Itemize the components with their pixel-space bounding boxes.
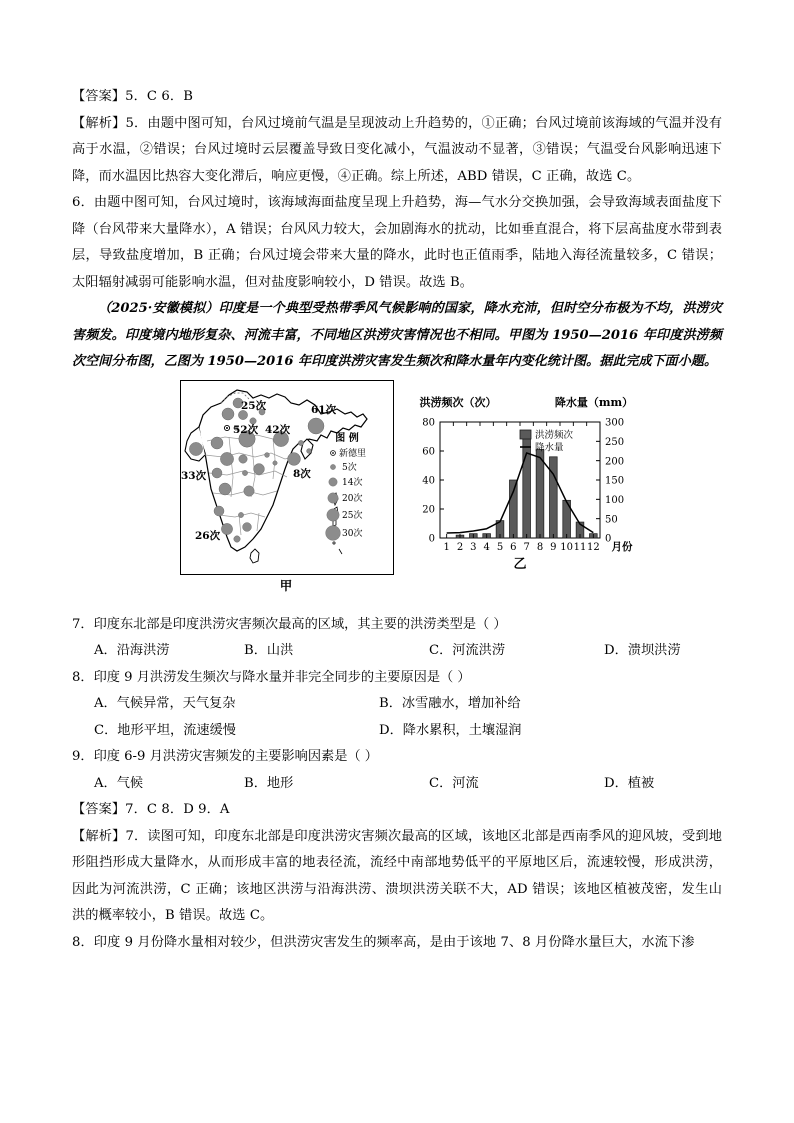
chart-legend-line-label: 降水量: [535, 442, 564, 454]
q8-option-b[interactable]: B．冰雪融水，增加补给: [379, 696, 521, 712]
legend-label-1: 14次: [342, 477, 363, 488]
ytick-label-left: 80: [422, 417, 435, 429]
chart-legend-bar-swatch: [520, 430, 531, 439]
chart-caption: 乙: [513, 556, 527, 572]
q7-option-d[interactable]: D．溃坝洪涝: [604, 643, 681, 659]
xtick-label: 3: [470, 541, 477, 553]
chart-bar: [549, 457, 557, 538]
question-8-options-row1: [72, 691, 722, 718]
legend-label-3: 25次: [342, 510, 363, 521]
analysis-block-q8: [72, 930, 722, 957]
ytick-label-left: 40: [422, 475, 435, 487]
chart-ylabel-right: 降水量（mm）: [554, 395, 634, 409]
answer-tag-top: 【答案】: [72, 89, 126, 104]
ytick-label-left: 20: [422, 504, 435, 516]
new-delhi-symbol: [224, 425, 229, 430]
ytick-label-right: 50: [605, 514, 618, 526]
chart-bar: [509, 480, 517, 538]
analysis-text-q8: 8．印度 9 月份降水量相对较少，但洪涝灾害发生的频率高，是由于该地 7、8 月份降水量巨大，水流下渗: [72, 934, 695, 950]
question-9-stem: 9．印度 6-9 月洪涝灾害频发的主要影响因素是（ ）: [72, 749, 378, 765]
answer-text-top: 5．C 6．B: [125, 89, 193, 104]
map-figure-caption: 甲: [279, 577, 293, 593]
map-callout-1: 52次: [233, 423, 259, 436]
figure-group: [72, 380, 722, 612]
india-map-svg: [181, 381, 391, 572]
xtick-label: 11: [573, 541, 587, 553]
xtick-label: 10: [560, 541, 574, 553]
chart-bar: [536, 449, 544, 537]
answer-tag-bottom: 【答案】: [72, 802, 126, 818]
ytick-label-right: 0: [605, 533, 612, 545]
legend-capital-label: 新德里: [339, 448, 367, 459]
question-8-stem: 8．印度 9 月洪涝发生频次与降水量并非完全同步的主要原因是（ ）: [72, 669, 471, 685]
analysis-text-q7: 7．读图可知，印度东北部是印度洪涝灾害频次最高的区域，该地区北部是西南季风的迎风坡，受到地形阻挡形成大量降水，从而形成丰富的地表径流，流经中南部地势低平的平原地区后，流速较慢，形成洪涝，因此为河流洪涝，C 正确；该地区洪涝与沿海洪涝、溃坝洪涝关联不大，AD 错误；该地区植被茂密，发生山洪的概率较小，B 错误。故选 C。: [72, 828, 722, 924]
q8-option-d[interactable]: D．降水累积，土壤湿润: [379, 722, 522, 738]
q8-option-a[interactable]: A．气候异常，天气复杂: [94, 696, 236, 712]
analysis-text-q6: 6．由题中图可知，台风过境时，该海域海面盐度呈现上升趋势，海—气水分交换加强，会导致海域表面盐度下降（台风带来大量降水），A 错误；台风风力较大，会加剧海水的扰动，比如垂直混合，将下层高盐度水带到表层，导致盐度增加，B 正确；台风过境会带来大量的降水，此时也正值雨季，陆地入海径流量较多，C 错误；太阳辐射减弱可能影响水温，但对盐度影响较小，D 错误。故选 B。: [72, 195, 722, 290]
q8-option-c[interactable]: C．地形平坦，流速缓慢: [94, 722, 236, 738]
analysis-tag-top: 【解析】: [72, 115, 126, 131]
flood-precip-chart: [394, 378, 644, 583]
legend-label-2: 20次: [342, 493, 363, 504]
xtick-label: 9: [550, 541, 557, 553]
xtick-label: 2: [456, 541, 464, 553]
legend-label-0: 5次: [342, 462, 357, 473]
question-9-options: [72, 771, 722, 798]
xtick-label: 8: [536, 541, 544, 553]
xtick-label: 1: [443, 541, 450, 553]
analysis-text-q5: 5．由题中图可知，台风过境前气温是呈现波动上升趋势的，①正确；台风过境前该海域的气温并没有高于水温，②错误；台风过境时云层覆盖导致日变化减小，气温波动不显著，③错误；气温受台风影响迅速下降，而水温因比热容大变化滞后，响应更慢，④正确。综上所述，ABD 错误，C 正确，故选 C。: [72, 115, 722, 184]
map-callout-2: 42次: [265, 423, 291, 436]
ytick-label-right: 250: [605, 436, 625, 448]
map-callout-3: 61次: [311, 403, 337, 416]
xtick-label: 4: [483, 541, 490, 553]
analysis-block-q6: [72, 190, 722, 296]
analysis-block-q7: [72, 824, 722, 930]
legend-capital-row: [331, 447, 366, 459]
map-callout-4: 33次: [181, 469, 207, 482]
xtick-label: 12: [586, 541, 600, 553]
map-callout-6: 26次: [195, 529, 221, 542]
xtick-label: 6: [510, 541, 517, 553]
chart-precip-line: [447, 453, 594, 533]
q9-option-b[interactable]: B．地形: [244, 775, 294, 791]
passage-source: （2025·安徽模拟）: [98, 301, 219, 316]
map-callout-5: 8次: [293, 467, 311, 480]
map-legend-title: 图 例: [335, 432, 359, 444]
ytick-label-left: 60: [422, 446, 435, 458]
document-content: [72, 84, 722, 956]
question-7-stem: 7．印度东北部是印度洪涝灾害频次最高的区域，其主要的洪涝类型是（ ）: [72, 616, 507, 632]
answer-text-bottom: 7．C 8．D 9．A: [125, 802, 230, 818]
legend-row-1: [329, 476, 363, 488]
ytick-label-right: 200: [605, 456, 625, 468]
legend-label-4: 30次: [342, 528, 363, 539]
q9-option-a[interactable]: A．气候: [94, 775, 144, 791]
passage-intro: [72, 296, 722, 376]
map-legend: [326, 431, 366, 540]
ytick-label-right: 300: [605, 417, 625, 429]
legend-row-2: [328, 492, 363, 504]
ytick-label-right: 150: [605, 475, 625, 487]
map-callout-0: 25次: [241, 399, 267, 412]
q7-option-a[interactable]: A．沿海洪涝: [94, 643, 170, 659]
flood-precip-chart-svg: [394, 378, 644, 583]
passage-text: 印度是一个典型受热带季风气候影响的国家，降水充沛，但时空分布极为不均，洪涝灾害频发。印度境内地形复杂、河流丰富，不同地区洪涝灾害情况也不相同。甲图为 1950—2016 年印度洪涝频次空间分布图，乙图为 1950—2016 年印度洪涝灾害发生频次和降水量年内变化统计图。据此完成下面小题。: [72, 301, 722, 370]
legend-row-4: [326, 525, 363, 540]
chart-xlabel: 月份: [611, 540, 633, 553]
q9-option-c[interactable]: C．河流: [429, 775, 479, 791]
ytick-label-right: 100: [605, 494, 625, 506]
question-7-options: [72, 638, 722, 665]
q9-option-d[interactable]: D．植被: [604, 775, 655, 791]
answer-block-top: [72, 84, 722, 111]
question-8-options-row2: [72, 718, 722, 745]
legend-row-0: [330, 461, 356, 473]
q7-option-c[interactable]: C．河流洪涝: [429, 643, 506, 659]
xtick-label: 7: [523, 541, 530, 553]
answer-block-bottom: [72, 797, 722, 824]
q7-option-b[interactable]: B．山洪: [244, 643, 294, 659]
legend-row-3: [327, 509, 363, 521]
india-flood-map: [180, 380, 394, 575]
analysis-block-q5: [72, 111, 722, 191]
chart-legend-bar-label: 洪涝频次: [535, 429, 574, 441]
chart-ylabel-left: 洪涝频次（次）: [419, 395, 497, 409]
analysis-tag-bottom: 【解析】: [72, 828, 126, 844]
xtick-label: 5: [496, 541, 504, 553]
sri-lanka: [250, 549, 259, 563]
ytick-label-left: 0: [428, 533, 435, 545]
